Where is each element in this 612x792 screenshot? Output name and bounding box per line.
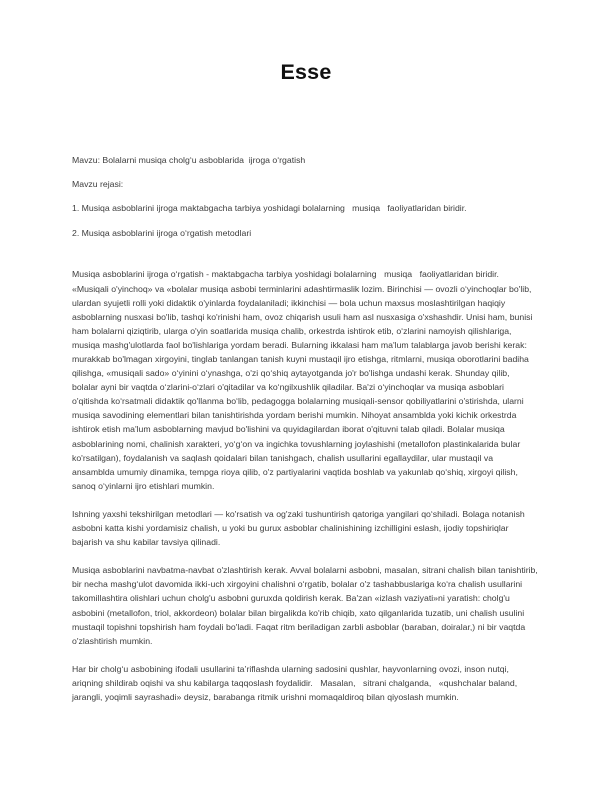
plan-item-2: 2. Musiqa asboblarini ijroga o‘rgatish metodlari xyxy=(72,227,252,238)
paragraph-2: Ishning yaxshi tekshirilgan metodlari — ko'rsatish va og'zaki tushuntirish qatoriga yangilari qo‘shiladi. Bolaga notanish asbobni katta kishi yordamisiz chalish, u yoki bu gurux asboblar chalinishining izchilligini eslash, ijodiy topshiriqlar bajarish va shu kabilar tavsiya qilinadi. xyxy=(72,508,528,548)
document-body xyxy=(72,155,541,704)
plan-heading: Mavzu rejasi: xyxy=(72,179,124,190)
plan-item-1: 1. Musiqa asboblarini ijroga maktabgacha tarbiya yoshidagi bolalarning musiqa faoliyatlaridan biridir. xyxy=(72,203,467,214)
paragraph-1: Musiqa asboblarini ijroga o‘rgatish - maktabgacha tarbiya yoshidagi bolalarning musiqa faoliyatlaridan biridir. «Musiqali o'yinchoq» va «bolalar musiqa asbobi terminlarini adashtirmaslik lozim. Birinchisi — ovozli o‘yinchoqlar bo'lib, ulardan syujetli rolli yoki didaktik o'yinlarda foydalaniladi; ikkinchisi — bola uchun maxsus moslashtirilgan haqiqiy asboblarning nusxasi bo'lib, tashqi ko'rinishi ham, ovoz chiqarish usuli ham asl nusxasiga o'xshashdir. Unisi ham, bunisi ham bolalarni qiziqtirib, ularga o'yin soatlarida musiqa chalib, orkestrda ishtirok etib, o‘zlarini namoyish qilishlariga, musiqa mashg'ulotlarda faol bo'lishlariga yordam beradi. Bularning ikkalasi ham ma'lum talablarga javob berishi kerak: murakkab bo'lmagan xirgoyini, tinglab tanlangan tanish kuyni mustaqil ijro etishga, ritmlarni, musiqa oborotlarini badiha qilishga, «musiqali sado» o‘yinini o‘ynashga, o'zi qo‘shiq aytayotganda jo'r bo'lishga undashi kerak. Shunday qilib, bolalar ayni bir vaqtda o‘zlarini-o‘zlari o'qitadilar va ko‘ngilxushlik qiladilar. Ba'zi o‘yinchoqlar va musiqa asboblari o'qitishda ko‘rsatmali didaktik qo'llanma bo‘lib, pedagogga bolalarning musiqali-sensor qobiliyatlarini o'stirishda, ularni musiqa savodining elementlari bilan tanishtirishda yordam berishi mumkin. Nihoyat ansamblda yoki kichik orkestrda ishtirok etish ma'lum asboblarning mavjud bo'lishini va quyidagilardan iborat o'qituvni talab qiladi. Bolalar musiqa asboblarining nomi, chalinish xarakteri, yo‘g‘on va ingichka tovushlarning joylashishi (metallofon plastinkalarida bular ko'rsatilgan), foydalanish va saqlash qoidalari bilan tanishgach, chalish usullarini egallaydilar, ular mustaqil va ansamblda umumiy dinamika, tempga rioya qilib, o'z partiyalarini vaqtida boshlab va yakunlab qo‘shiq, xirgoyi qilish, sanoq o‘yinlarni ijro etishlari mumkin. xyxy=(72,269,535,491)
paragraph-3: Musiqa asboblarini navbatma-navbat o'zlashtirish kerak. Avval bolalarni asbobni, masalan, sitrani chalish bilan tanishtirib, bir necha mashg‘ulot davomida ikki-uch xirgoyini chalishni o‘rgatib, bolalar o'z tashabbuslariga ko‘ra chalish usullarini takomillashtira olishlari uchun cholg'u asbobni guruxda qoldirish kerak. Ba'zan «izlash vaziyati»ni yaratish: cholg'u asbobini (metallofon, triol, akkordeon) bolalar bilan birgalikda ko'rib chiqib, xato qilganlarida tuzatib, uni chalish usulini mustaqil topishni topshirish ham foydali bo'ladi. Faqat ritm beriladigan zarbli asboblar (baraban, doiralar,) ni bir vaqtda o'zlashtirish mumkin. xyxy=(72,565,541,646)
page-title: Esse xyxy=(280,60,332,84)
essay-body xyxy=(72,267,541,704)
subject-line: Mavzu: Bolalarni musiqa cholg‘u asboblarida ijroga o‘rgatish xyxy=(72,155,306,165)
paragraph-4: Har bir cholg‘u asbobining ifodali usullarini ta’riflashda ularning sadosini qushlar, hayvonlarning ovozi, inson nutqi, ariqning shildirab oqishi va shu kabilarga taqqoslash foydalidir. Masalan, sitrani chalganda, «qushchalar baland, jarangli, yoqimli sayrashadi» deysiz, barabanga ritmik urishni momaqaldiroq bilan qiyoslash mumkin. xyxy=(72,663,525,702)
